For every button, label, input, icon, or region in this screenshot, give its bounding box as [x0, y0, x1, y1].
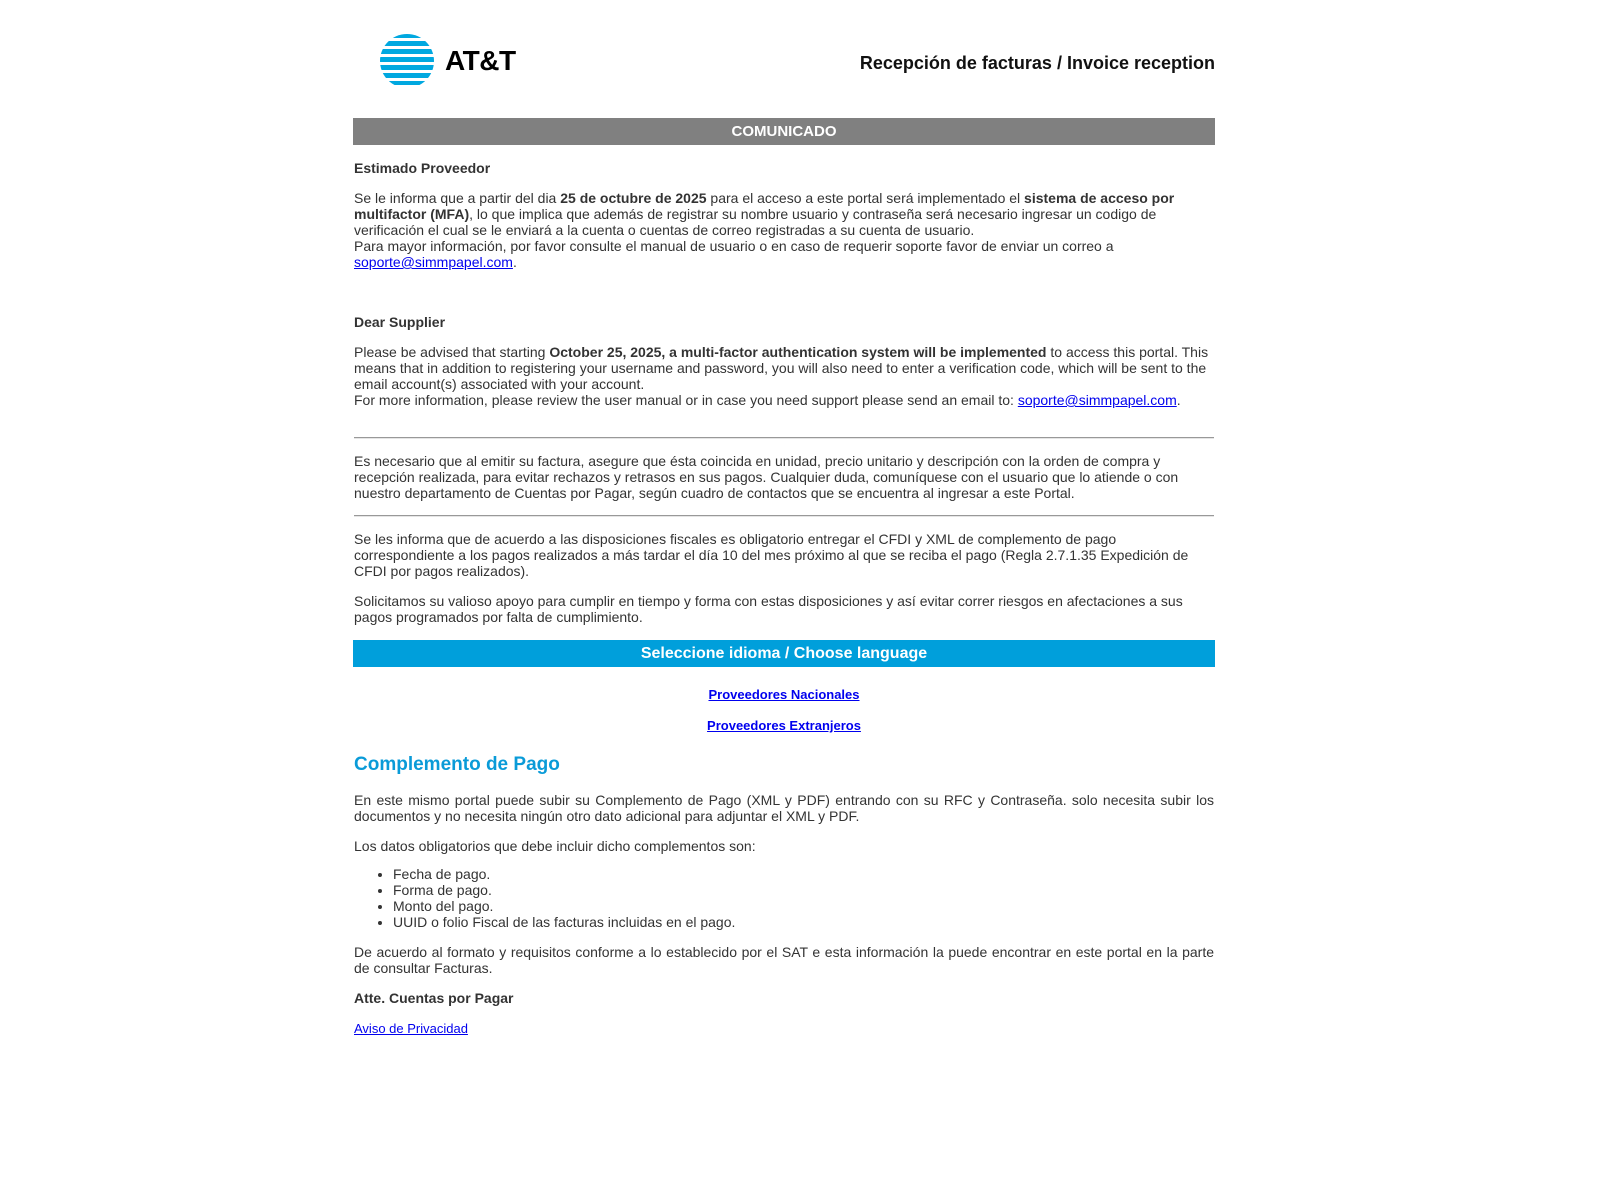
required-data-intro: Los datos obligatorios que debe incluir dicho complementos son:	[354, 838, 756, 854]
english-greeting: Dear Supplier	[354, 314, 446, 330]
text: , lo que implica que además de registrar su nombre usuario y contraseña será necesario ingresar un codigo de verificación el cual se le enviará a la cuenta o cuentas de correo registradas a su cuenta de usuario.	[354, 206, 1157, 238]
portal-title: Recepción de facturas / Invoice reception	[859, 53, 1215, 73]
section-title: Complemento de Pago	[354, 754, 560, 775]
list-item: • Fecha de pago.	[393, 866, 1214, 882]
privacy-notice-link[interactable]: Aviso de Privacidad	[354, 1021, 468, 1036]
text: Se le informa que a partir del dia	[354, 190, 561, 206]
language-banner: Seleccione idioma / Choose language	[353, 640, 1215, 667]
att-globe-icon	[379, 33, 435, 89]
content	[353, 160, 1215, 625]
language-links	[353, 687, 1215, 733]
invoice-notice: Es necesario que al emitir su factura, asegure que ésta coincida en unidad, precio unitario y descripción con la orden de compra y recepción realizada, para evitar rechazos y retrasos en sus pagos. Cualquier duda, comuníquese con el usuario que lo atiende o con nuestro departamento de Cuentas por Pagar, según cuadro de contactos que se encuentra al ingresar a este Portal.	[354, 453, 1179, 501]
list-item: • Forma de pago.	[393, 882, 1214, 898]
page	[353, 0, 1215, 1037]
text: .	[1176, 392, 1181, 408]
divider	[354, 515, 1214, 517]
signature: Atte. Cuentas por Pagar	[354, 990, 514, 1006]
comunicado-banner: COMUNICADO	[353, 118, 1215, 145]
text: para el acceso a este portal será implementado el	[706, 190, 1025, 206]
spacer	[354, 408, 1214, 437]
att-logo	[379, 33, 516, 89]
spacer	[354, 501, 1214, 515]
support-request: Solicitamos su valioso apoyo para cumplir en tiempo y forma con estas disposiciones y así evitar correr riesgos en afectaciones a sus pagos programados por falta de cumplimiento.	[354, 593, 1183, 625]
logo-text: AT&T	[445, 45, 516, 76]
mfa-bold: sistema de acceso por multifactor (MFA)	[354, 190, 1175, 222]
text: to access this portal. This means that in addition to registering your username and password, you will also need to enter a verification code, which will be sent to the email account(s) associated with your account.	[354, 344, 1209, 392]
complemento-intro: En este mismo portal puede subir su Complemento de Pago (XML y PDF) entrando con su RFC y Contraseña. solo necesita subir los documentos y no necesita ningún otro dato adicional para adjuntar el XML y PDF.	[354, 792, 1214, 824]
national-suppliers-link[interactable]: Proveedores Nacionales	[708, 687, 860, 702]
date-bold: October 25, 2025, a multi-factor authentication system will be implemented	[549, 344, 1047, 360]
text: .	[512, 254, 517, 270]
required-data-list	[354, 866, 1214, 930]
header	[353, 0, 1215, 118]
spanish-paragraph	[354, 190, 1214, 270]
fiscal-notice: Se les informa que de acuerdo a las disposiciones fiscales es obligatorio entregar el CFDI y XML de complemento de pago correspondiente a los pagos realizados a más tardar el día 10 del mes próximo al que se reciba el pago (Regla 2.7.1.35 Expedición de CFDI por pagos realizados).	[354, 531, 1189, 579]
list-item: • Monto del pago.	[393, 898, 1214, 914]
list-item: • UUID o folio Fiscal de las facturas incluidas en el pago.	[393, 914, 1214, 930]
date-bold: 25 de octubre de 2025	[560, 190, 707, 206]
text: Para mayor información, por favor consulte el manual de usuario o en caso de requerir soporte favor de enviar un correo a	[354, 238, 1114, 254]
foreign-suppliers-link[interactable]: Proveedores Extranjeros	[707, 718, 861, 733]
divider	[354, 437, 1214, 439]
privacy-row	[354, 1020, 1214, 1037]
text: For more information, please review the user manual or in case you need support please send an email to:	[354, 392, 1018, 408]
spanish-greeting: Estimado Proveedor	[354, 160, 491, 176]
spacer	[354, 270, 1214, 299]
english-paragraph	[354, 344, 1214, 408]
sat-notice: De acuerdo al formato y requisitos conforme a lo establecido por el SAT e esta información la puede encontrar en este portal en la parte de consultar Facturas.	[354, 944, 1214, 976]
support-email-link-en[interactable]: soporte@simmpapel.com	[1017, 392, 1177, 408]
support-email-link-es[interactable]: soporte@simmpapel.com	[354, 254, 513, 270]
complemento-section	[353, 754, 1215, 1037]
text: Please be advised that starting	[354, 344, 550, 360]
